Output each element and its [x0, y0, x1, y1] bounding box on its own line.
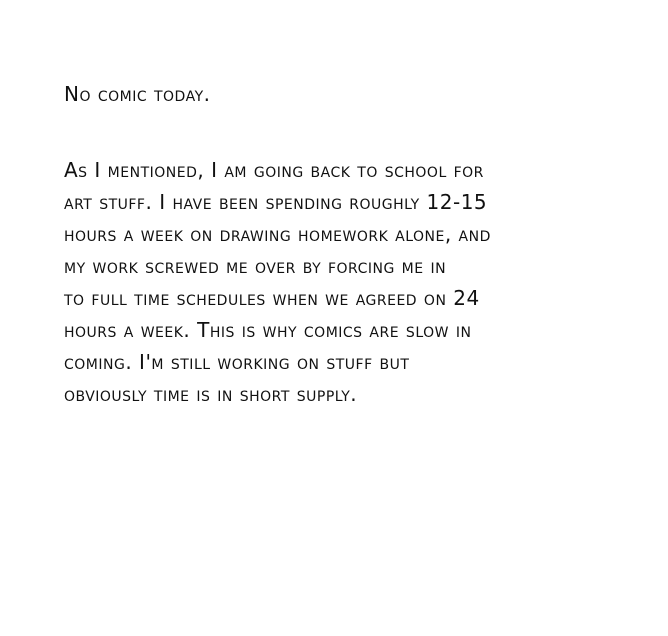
note-line: to full time schedules when we agreed on 24 [64, 286, 480, 310]
note-line: hours a week on drawing homework alone, and [64, 222, 491, 246]
note-line: my work screwed me over by forcing me in [64, 254, 447, 278]
note-line: art stuff. I have been spending roughly 12-15 [64, 190, 488, 214]
note-body [64, 154, 624, 410]
note-line: As I mentioned, I am going back to school for [64, 158, 484, 182]
note-title: No comic today. [64, 82, 211, 106]
note-line: coming. I'm still working on stuff but [64, 350, 410, 374]
note-line: hours a week. This is why comics are slow in [64, 318, 472, 342]
note-line: obviously time is in short supply. [64, 382, 358, 406]
handwritten-note [64, 78, 624, 410]
